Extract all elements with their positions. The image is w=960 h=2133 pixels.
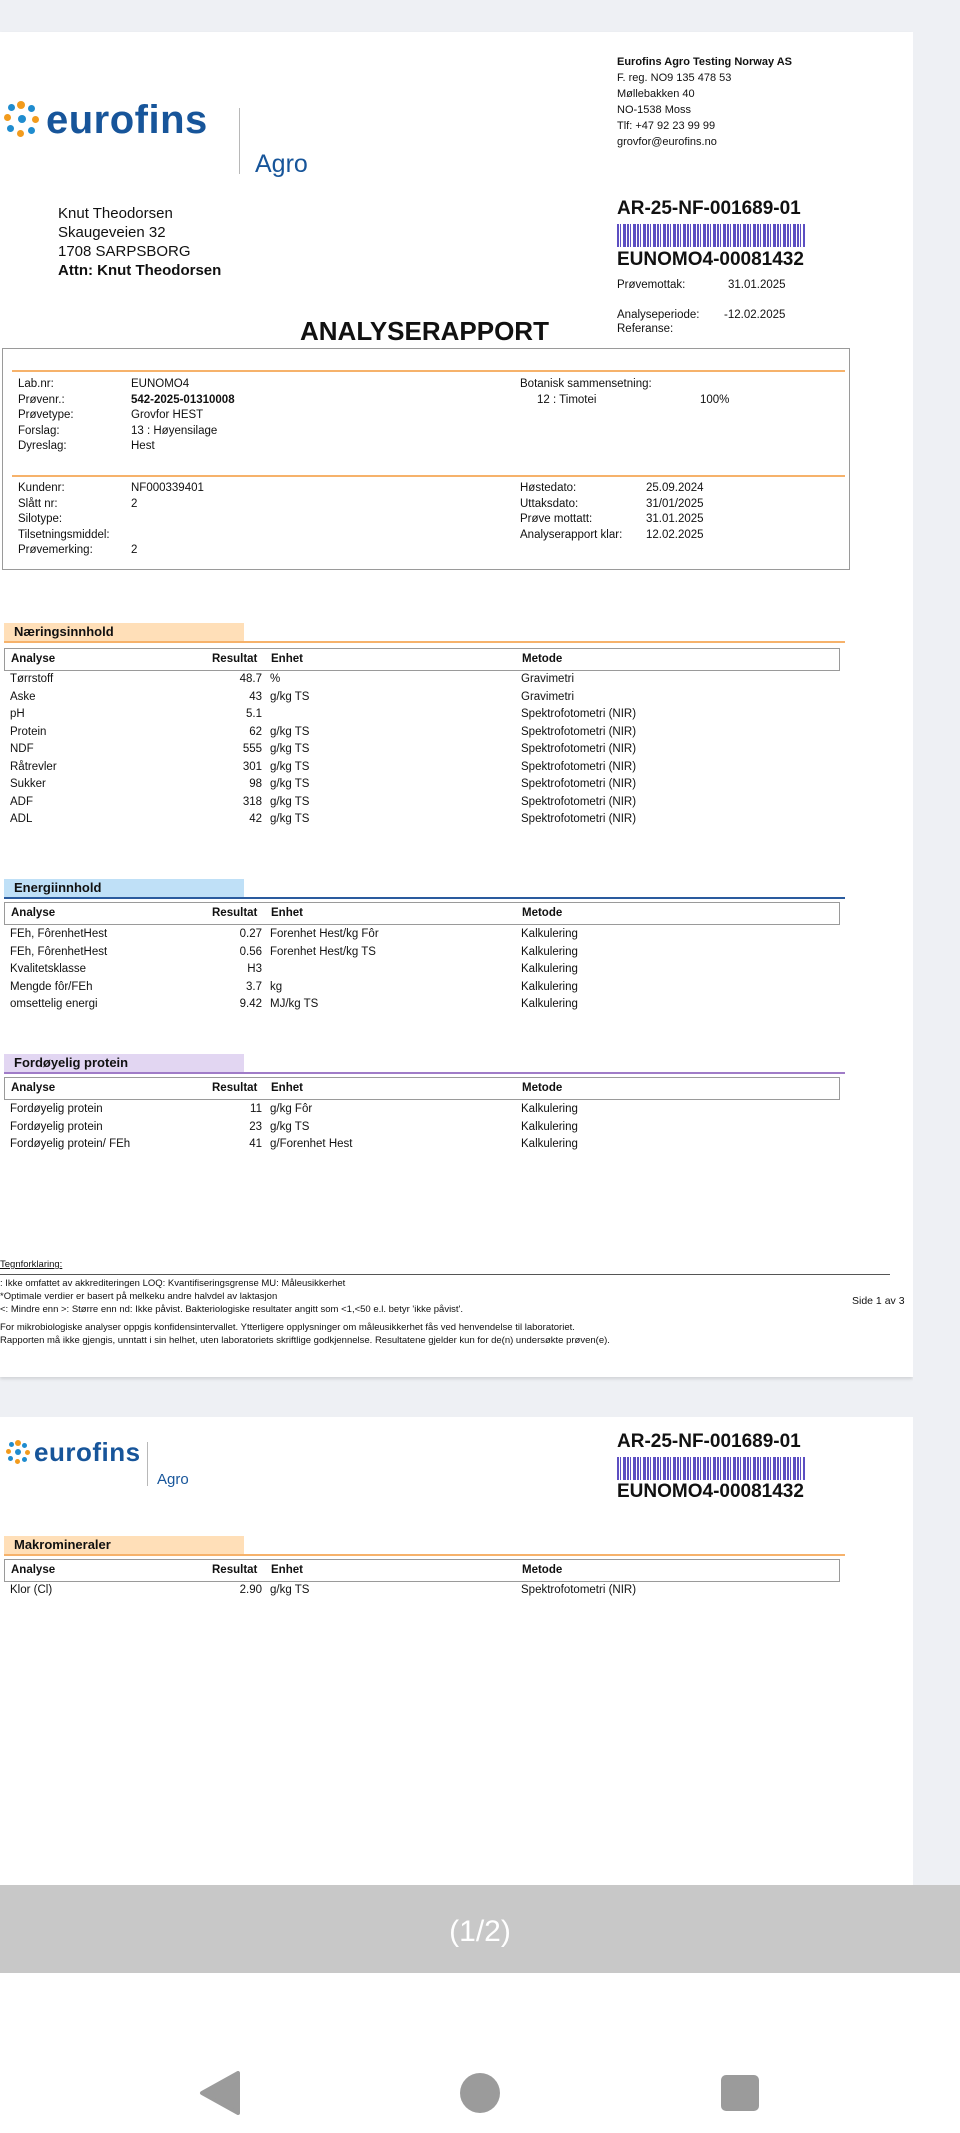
barcode-icon xyxy=(617,1457,805,1480)
company-line: NO-1538 Moss xyxy=(617,104,691,116)
info-key: Prøvenr.: xyxy=(18,393,65,406)
cell-analyse: Råtrevler xyxy=(10,760,57,773)
recipient-attn: Attn: Knut Theodorsen xyxy=(58,262,222,279)
period-value: -12.02.2025 xyxy=(724,309,786,321)
page-number: Side 1 av 3 xyxy=(852,1295,905,1307)
cell-enhet: g/Forenhet Hest xyxy=(270,1138,353,1150)
cell-enhet: g/kg TS xyxy=(270,760,310,773)
cell-analyse: ADL xyxy=(10,813,33,825)
logo-wordmark: eurofins xyxy=(46,98,208,142)
info-value: 2 xyxy=(131,497,138,510)
botanical-percent: 100% xyxy=(700,393,730,406)
cell-enhet: Forenhet Hest/kg Fôr xyxy=(270,928,379,940)
page-counter: (1/2) xyxy=(449,1915,511,1948)
col-metode: Metode xyxy=(522,1564,563,1576)
col-metode: Metode xyxy=(522,653,563,665)
cell-resultat: 3.7 xyxy=(246,980,262,993)
cell-enhet: g/kg TS xyxy=(270,1584,310,1596)
cell-analyse: ADF xyxy=(10,795,33,808)
report-page-2 xyxy=(0,1417,913,1885)
col-resultat: Resultat xyxy=(212,1082,258,1094)
info-key: Tilsetningsmiddel: xyxy=(18,528,110,541)
legend-line: : Ikke omfattet av akkrediteringen LOQ: Kvantifiseringsgrense MU: Måleusikkerhet xyxy=(0,1278,346,1289)
period-label: Analyseperiode: xyxy=(617,309,700,321)
info-keys-right xyxy=(520,481,622,543)
cell-metode: Gravimetri xyxy=(521,690,575,703)
cell-metode: Spektrofotometri (NIR) xyxy=(521,1584,637,1596)
eurofins-logo xyxy=(4,1417,204,1487)
info-keys-top xyxy=(18,377,74,455)
cell-enhet: kg xyxy=(270,980,283,993)
table-row xyxy=(0,1120,913,1138)
cell-analyse: Kvalitetsklasse xyxy=(10,963,87,975)
legend-line: Rapporten må ikke gjengis, unntatt i sin helhet, uten laboratoriets skriftlige godkjennelse. Resultatene gjelder kun for de(n) undersøkte prøven(e). xyxy=(0,1335,610,1346)
cell-enhet: % xyxy=(270,673,281,685)
recipient-line: 1708 SARPSBORG xyxy=(58,243,191,260)
legend-heading: Tegnforklaring: xyxy=(0,1259,63,1270)
cell-analyse: Aske xyxy=(10,690,36,703)
report-title: ANALYSERAPPORT xyxy=(300,316,549,346)
info-values-top xyxy=(131,377,235,455)
cell-analyse: Fordøyelig protein xyxy=(10,1120,103,1133)
logo-agro: Agro xyxy=(157,1471,189,1488)
info-key: Forslag: xyxy=(18,424,60,437)
table-row xyxy=(0,742,913,760)
reference-label: Referanse: xyxy=(617,323,674,335)
cell-metode: Spektrofotometri (NIR) xyxy=(521,760,637,773)
cell-resultat: 23 xyxy=(249,1120,262,1133)
cell-resultat: 5.1 xyxy=(246,708,262,720)
info-values-right xyxy=(646,481,704,543)
table-row xyxy=(0,945,913,963)
table-rows-makromineraler xyxy=(0,1583,913,1601)
info-key: Høstedato: xyxy=(520,482,577,494)
col-enhet: Enhet xyxy=(271,1082,303,1094)
col-analyse: Analyse xyxy=(11,907,56,919)
table-rows-energiinnhold xyxy=(0,927,913,1015)
cell-enhet: g/kg TS xyxy=(270,778,310,790)
cell-metode: Spektrofotometri (NIR) xyxy=(521,795,637,808)
info-value: Grovfor HEST xyxy=(131,409,204,421)
section-line xyxy=(4,897,845,899)
info-value: 542-2025-01310008 xyxy=(131,393,235,406)
table-row xyxy=(0,777,913,795)
col-enhet: Enhet xyxy=(271,653,303,665)
table-row xyxy=(0,927,913,945)
section-line xyxy=(4,641,845,643)
cell-metode: Spektrofotometri (NIR) xyxy=(521,725,637,738)
logo-agro: Agro xyxy=(255,150,308,178)
cell-enhet: g/kg TS xyxy=(270,743,310,755)
cell-analyse: pH xyxy=(10,708,25,720)
table-row xyxy=(0,690,913,708)
info-value: 2 xyxy=(131,544,138,556)
cell-analyse: Sukker xyxy=(10,778,46,790)
table-row xyxy=(0,962,913,980)
info-value: NF000339401 xyxy=(131,482,204,494)
cell-analyse: FEh, FôrenhetHest xyxy=(10,928,108,940)
eurofins-dots-icon xyxy=(4,101,40,137)
botanical-item: 12 : Timotei xyxy=(537,393,597,406)
info-values-bottom xyxy=(131,481,204,559)
cell-resultat: 43 xyxy=(249,690,262,703)
cell-enhet: Forenhet Hest/kg TS xyxy=(270,945,376,958)
eurofins-dots-icon xyxy=(6,1440,30,1464)
cell-metode: Spektrofotometri (NIR) xyxy=(521,813,637,825)
cell-metode: Spektrofotometri (NIR) xyxy=(521,708,637,720)
cell-resultat: 98 xyxy=(249,778,262,790)
section-line xyxy=(4,1554,845,1556)
info-key: Silotype: xyxy=(18,513,63,525)
section-tab-makromineraler: Makromineraler xyxy=(4,1536,244,1555)
cell-resultat: 11 xyxy=(250,1103,262,1115)
legend-line: For mikrobiologiske analyser oppgis konfidensintervallet. Ytterligere opplysninger om måleusikkerhet fås ved henvendelse til laboratoriet. xyxy=(0,1322,575,1333)
info-key: Prøvemerking: xyxy=(18,544,93,556)
viewer-background-strip xyxy=(913,0,960,2013)
info-value xyxy=(131,528,204,544)
barcode-icon xyxy=(617,224,805,247)
info-key: Dyreslag: xyxy=(18,440,67,452)
cell-enhet: g/kg TS xyxy=(270,725,310,738)
table-header xyxy=(4,1559,840,1582)
table-row xyxy=(0,760,913,778)
col-resultat: Resultat xyxy=(212,653,258,665)
info-value: 13 : Høyensilage xyxy=(131,424,218,437)
sample-info-box xyxy=(2,348,850,570)
cell-metode: Kalkulering xyxy=(521,1138,578,1150)
table-row xyxy=(0,1583,913,1601)
info-value: EUNOMO4 xyxy=(131,378,190,390)
table-row xyxy=(0,1102,913,1120)
eurofins-logo xyxy=(4,68,314,178)
cell-resultat: 0.27 xyxy=(239,928,262,940)
page-counter-bar xyxy=(0,1885,960,1973)
cell-resultat: 41 xyxy=(249,1138,262,1150)
recipient-address xyxy=(58,204,221,280)
col-resultat: Resultat xyxy=(212,1564,258,1576)
info-key: Lab.nr: xyxy=(18,378,54,390)
table-rows-naeringsinnhold xyxy=(0,672,913,830)
company-line: Møllebakken 40 xyxy=(617,88,695,100)
col-metode: Metode xyxy=(522,1082,563,1094)
info-key: Slått nr: xyxy=(18,497,58,510)
cell-metode: Spektrofotometri (NIR) xyxy=(521,778,637,790)
cell-enhet: g/kg Fôr xyxy=(270,1103,313,1115)
info-key: Uttaksdato: xyxy=(520,497,579,510)
cell-resultat: H3 xyxy=(247,963,262,975)
sample-code: EUNOMO4-00081432 xyxy=(617,1481,804,1502)
cell-metode: Kalkulering xyxy=(521,945,578,958)
col-metode: Metode xyxy=(522,907,563,919)
legend-line: <: Mindre enn >: Større enn nd: Ikke påvist. Bakteriologiske resultater angitt som <1,<50 e.l. betyr 'ikke påvist'. xyxy=(0,1304,464,1315)
info-key: Prøve mottatt: xyxy=(520,513,593,525)
cell-resultat: 9.42 xyxy=(239,998,262,1010)
info-key: Prøvetype: xyxy=(18,409,74,421)
cell-analyse: omsettelig energi xyxy=(10,998,98,1010)
info-keys-bottom xyxy=(18,481,110,559)
section-line xyxy=(4,1072,845,1074)
info-key: Analyserapport klar: xyxy=(520,528,623,541)
cell-enhet: g/kg TS xyxy=(270,795,310,808)
logo-divider xyxy=(147,1442,148,1486)
received-label: Prøvemottak: xyxy=(617,279,686,291)
info-value: 31.01.2025 xyxy=(646,513,704,525)
company-line: Tlf: +47 92 23 99 99 xyxy=(617,120,716,132)
table-row xyxy=(0,707,913,725)
table-row xyxy=(0,1137,913,1155)
legend-line: *Optimale verdier er basert på melkeku andre halvdel av laktasjon xyxy=(0,1291,278,1302)
company-address xyxy=(617,54,792,150)
table-row xyxy=(0,725,913,743)
received-value: 31.01.2025 xyxy=(728,279,786,291)
cell-enhet: g/kg TS xyxy=(270,813,310,825)
info-value xyxy=(131,512,204,528)
col-resultat: Resultat xyxy=(212,907,258,919)
table-row xyxy=(0,672,913,690)
logo-wordmark: eurofins xyxy=(34,1437,141,1467)
company-line: grovfor@eurofins.no xyxy=(617,136,717,148)
info-divider-top xyxy=(12,370,845,372)
cell-metode: Gravimetri xyxy=(521,673,575,685)
table-row xyxy=(0,795,913,813)
table-header xyxy=(4,648,840,671)
info-key: Kundenr: xyxy=(18,482,65,494)
info-divider-middle xyxy=(12,475,845,477)
info-value: 31/01/2025 xyxy=(646,497,704,510)
section-tab-energiinnhold: Energiinnhold xyxy=(4,879,244,898)
cell-analyse: Klor (Cl) xyxy=(10,1584,53,1596)
cell-enhet: g/kg TS xyxy=(270,690,310,703)
col-analyse: Analyse xyxy=(11,1564,56,1576)
sample-code: EUNOMO4-00081432 xyxy=(617,249,804,270)
table-header xyxy=(4,1077,840,1100)
cell-metode: Kalkulering xyxy=(521,963,578,975)
report-id: AR-25-NF-001689-01 xyxy=(617,198,801,219)
cell-analyse: NDF xyxy=(10,743,34,755)
company-line: F. reg. NO9 135 478 53 xyxy=(617,72,732,84)
recipient-line: Knut Theodorsen xyxy=(58,205,173,222)
cell-metode: Spektrofotometri (NIR) xyxy=(521,743,637,755)
info-value: Hest xyxy=(131,440,155,452)
footer-divider xyxy=(0,1274,890,1275)
section-tab-naeringsinnhold: Næringsinnhold xyxy=(4,623,244,642)
cell-resultat: 0.56 xyxy=(239,945,262,958)
cell-enhet: MJ/kg TS xyxy=(270,998,319,1010)
recipient-line: Skaugeveien 32 xyxy=(58,224,166,241)
cell-analyse: Mengde fôr/FEh xyxy=(10,980,93,993)
cell-resultat: 555 xyxy=(242,743,262,755)
info-value: 25.09.2024 xyxy=(646,482,704,494)
cell-metode: Kalkulering xyxy=(521,928,578,940)
home-circle-icon[interactable] xyxy=(459,2071,501,2115)
table-row xyxy=(0,997,913,1015)
cell-metode: Kalkulering xyxy=(521,1103,578,1115)
col-analyse: Analyse xyxy=(11,653,56,665)
system-navigation-bar xyxy=(0,1973,960,2133)
info-value: 12.02.2025 xyxy=(646,528,704,541)
table-row xyxy=(0,812,913,830)
back-triangle-icon[interactable] xyxy=(198,2071,240,2115)
cell-enhet: g/kg TS xyxy=(270,1120,310,1133)
botanical-label: Botanisk sammensetning: xyxy=(520,378,652,390)
table-row xyxy=(0,980,913,998)
table-header xyxy=(4,902,840,925)
logo-divider xyxy=(239,108,240,174)
cell-metode: Kalkulering xyxy=(521,1120,578,1133)
col-analyse: Analyse xyxy=(11,1082,56,1094)
section-tab-fordoyelig-protein: Fordøyelig protein xyxy=(4,1054,244,1073)
report-id: AR-25-NF-001689-01 xyxy=(617,1431,801,1452)
cell-analyse: Protein xyxy=(10,725,47,738)
col-enhet: Enhet xyxy=(271,907,303,919)
cell-metode: Kalkulering xyxy=(521,980,578,993)
col-enhet: Enhet xyxy=(271,1564,303,1576)
cell-resultat: 2.90 xyxy=(239,1584,262,1596)
cell-resultat: 48.7 xyxy=(239,673,262,685)
cell-resultat: 42 xyxy=(249,813,262,825)
cell-analyse: FEh, FôrenhetHest xyxy=(10,945,108,958)
cell-analyse: Fordøyelig protein xyxy=(10,1103,103,1115)
report-page-1 xyxy=(0,32,913,1377)
table-rows-fordoyelig-protein xyxy=(0,1102,913,1155)
cell-resultat: 62 xyxy=(249,725,262,738)
cell-metode: Kalkulering xyxy=(521,998,578,1010)
legend-text xyxy=(0,1277,610,1347)
cell-analyse: Fordøyelig protein/ FEh xyxy=(10,1138,131,1150)
recents-square-icon[interactable] xyxy=(719,2071,761,2115)
cell-resultat: 301 xyxy=(242,760,262,773)
botanical-composition xyxy=(520,377,652,408)
cell-resultat: 318 xyxy=(242,795,262,808)
company-name: Eurofins Agro Testing Norway AS xyxy=(617,56,792,68)
cell-analyse: Tørrstoff xyxy=(10,673,54,685)
